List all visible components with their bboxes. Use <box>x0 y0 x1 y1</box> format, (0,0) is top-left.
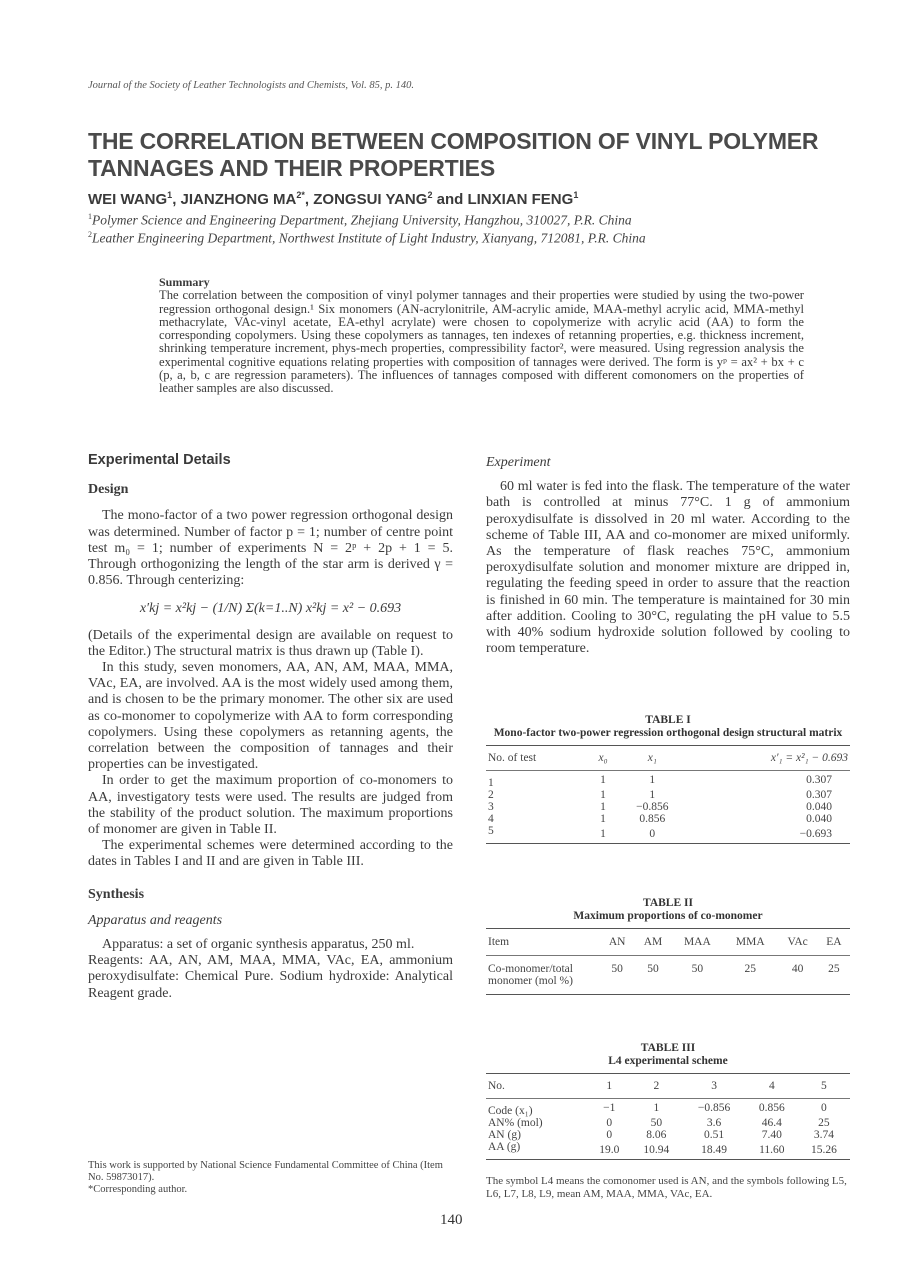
subheading-apparatus: Apparatus and reagents <box>88 912 223 928</box>
subheading-design: Design <box>88 482 129 498</box>
column-header: MMA <box>735 936 765 948</box>
affiliation-sup: 1 <box>88 212 92 221</box>
table-3 <box>486 1042 850 1160</box>
column-header: 4 <box>768 1080 775 1092</box>
row-label: AN% (mol) <box>488 1117 543 1129</box>
cell: 1 <box>649 774 656 786</box>
author-name: WEI WANG <box>88 191 168 208</box>
cell: 0.040 <box>806 801 832 813</box>
table-row <box>486 956 850 995</box>
cell: 5 <box>488 825 494 837</box>
separator: , <box>172 191 181 208</box>
paragraph: (Details of the experimental design are available on request to the Editor.) The structural matrix is thus drawn up (Table I). <box>88 627 453 659</box>
column-header: 3 <box>711 1080 717 1092</box>
row-label: AN (g) <box>488 1129 521 1141</box>
table-grid <box>486 928 850 995</box>
table-row <box>486 1141 850 1160</box>
cell: 0.51 <box>704 1129 725 1141</box>
corresponding-author-footnote: *Corresponding author. <box>88 1184 188 1195</box>
separator: , <box>304 191 314 208</box>
author-name: LINXIAN FENG <box>467 191 574 208</box>
cell: 50 <box>691 963 704 975</box>
cell: 50 <box>611 963 623 975</box>
cell: 0.856 <box>639 813 666 825</box>
column-header: EA <box>826 936 842 948</box>
table-caption: Mono-factor two-power regression orthogonal design structural matrix <box>493 727 843 739</box>
cell: 25 <box>818 1117 830 1129</box>
table-grid <box>486 745 850 844</box>
cell: 1 <box>653 1102 660 1114</box>
paragraph: The mono-factor of a two power regression orthogonal design was determined. Number of factor p = 1; number of centre point test m₀ = 1; number of experiments N = 2ᵖ + 2p + 1 = 5. Through orthogonizing the length of the star arm is derived γ = 0.856. Through centerizing: <box>88 508 453 589</box>
journal-header: Journal of the Society of Leather Technologists and Chemists, Vol. 85, p. 140. <box>88 80 414 91</box>
cell: 0 <box>821 1102 827 1114</box>
cell: 25 <box>744 963 756 975</box>
table-row <box>486 1129 850 1141</box>
cell: 1 <box>600 828 606 840</box>
cell: 19.0 <box>599 1144 620 1156</box>
author-sup: 1 <box>167 190 173 200</box>
cell: −0.856 <box>697 1102 731 1114</box>
cell: −1 <box>603 1102 616 1114</box>
table-caption: L4 experimental scheme <box>608 1055 728 1067</box>
column-header: AN <box>608 936 626 948</box>
author-list <box>88 190 578 208</box>
column-header: VAc <box>787 936 808 948</box>
table-label: TABLE I <box>645 714 691 726</box>
column-header: x₀ <box>598 752 608 764</box>
table-row <box>486 789 850 801</box>
paragraph: Reagents: AA, AN, AM, MAA, MMA, VAc, EA, ammonium peroxydisulfate: Chemical Pure. Sodium hydroxide: Analytical Reagent grade. <box>88 953 453 1001</box>
author-sup: 1 <box>573 190 579 200</box>
cell: 0.307 <box>806 774 832 786</box>
summary-heading: Summary <box>159 275 210 289</box>
right-column <box>486 455 850 657</box>
table-caption: Maximum proportions of co-monomer <box>573 910 763 922</box>
cell: 3.6 <box>706 1117 722 1129</box>
cell: 25 <box>828 963 840 975</box>
affiliation-sup: 2 <box>88 230 92 239</box>
table-grid <box>486 1073 850 1160</box>
subheading-experiment: Experiment <box>486 455 551 470</box>
paragraph: 60 ml water is fed into the flask. The temperature of the water bath is controlled at minus 77°C. 1 g of ammonium peroxydisulfate is dissolved in 20 ml water. According to the scheme of Table III, AA and co-monomer are mixed uniformly. As the temperature of flask reaches 75°C, ammonium peroxydisulfate solution and monomer mixture are dripped in, regulating the feeding speed in order to assure that the reaction is finished in 60 min. The temperature is maintained for 30 min after addition. Cooling to 30°C, regulating the pH value to 5.5 with 40% sodium hydroxide solution followed by cooling to room temperature. <box>486 479 850 657</box>
affiliation-text: Leather Engineering Department, Northwest Institute of Light Industry, Xianyang, 712081, P.R. China <box>92 230 646 246</box>
affiliation-2 <box>88 230 646 247</box>
paragraph: In order to get the maximum proportion of co-monomers to AA, investigatory tests were used. The results are judged from the stability of the product solution. The maximum proportions of monomer are given in Table II. <box>88 773 453 838</box>
column-header: 5 <box>821 1080 827 1092</box>
row-label: AA (g) <box>488 1141 521 1153</box>
paragraph: The experimental schemes were determined according to the dates in Tables I and II and are given in Table III. <box>88 838 453 870</box>
cell: 1 <box>600 813 606 825</box>
table-row <box>486 1099 850 1118</box>
cell: 0 <box>606 1117 613 1129</box>
table-label: TABLE II <box>643 897 693 909</box>
left-column <box>88 452 453 1002</box>
table-row <box>486 825 850 844</box>
table-row <box>486 1117 850 1129</box>
cell: 0.856 <box>758 1102 785 1114</box>
cell: −0.856 <box>636 801 669 813</box>
column-header: 2 <box>653 1080 660 1092</box>
column-header: x′₁ = x²₁ − 0.693 <box>770 752 848 764</box>
cell: 3.74 <box>813 1129 834 1141</box>
affiliation-1 <box>88 212 632 229</box>
column-header: MAA <box>683 936 711 948</box>
funding-footnote: This work is supported by National Science Fundamental Committee of China (Item No. 59873017). <box>88 1160 443 1183</box>
cell: 50 <box>650 1117 663 1129</box>
cell: 11.60 <box>759 1144 785 1156</box>
author-name: JIANZHONG MA <box>180 191 297 208</box>
cell: 50 <box>647 963 659 975</box>
column-header: No. <box>488 1080 505 1092</box>
cell: 18.49 <box>701 1144 727 1156</box>
table-1 <box>486 714 850 844</box>
row-label: Co-monomer/total monomer (mol %) <box>488 963 573 987</box>
cell: 8.06 <box>646 1129 667 1141</box>
cell: 0.307 <box>806 789 832 801</box>
subheading-synthesis: Synthesis <box>88 886 145 902</box>
cell: −0.693 <box>799 828 832 840</box>
cell: 0.040 <box>806 813 832 825</box>
cell: 40 <box>791 963 804 975</box>
column-header: AM <box>643 936 663 948</box>
separator: and <box>432 191 468 208</box>
cell: 1 <box>600 774 606 786</box>
article-title: THE CORRELATION BETWEEN COMPOSITION OF VINYL POLYMER TANNAGES AND THEIR PROPERTIES <box>88 128 819 181</box>
cell: 2 <box>488 789 494 801</box>
footnotes <box>88 1160 448 1196</box>
column-header: No. of test <box>488 752 537 764</box>
centering-equation: x′kj = x²kj − (1/N) Σ(k=1..N) x²kj = x² − 0.693 <box>139 601 402 617</box>
section-heading-experimental-details: Experimental Details <box>88 452 231 468</box>
page-number: 140 <box>440 1212 463 1228</box>
cell: 1 <box>600 801 606 813</box>
affiliation-text: Polymer Science and Engineering Department, Zhejiang University, Hangzhou, 310027, P.R. China <box>92 212 632 228</box>
summary-text: The correlation between the composition of vinyl polymer tannages and their properties were studied by using the two-power regression orthogonal design.¹ Six monomers (AN-acrylonitrile, AM-acrylic amide, MAA-methyl acrylic acid, MMA-methyl methacrylate, VAc-vinyl acetate, EA-ethyl acrylate) were chosen to copolymerize with acrylic acid (AA) to form the corresponding copolymers. Using these copolymers as tannages, ten indexes of retanning properties, e.g. thickness increment, shrinking temperature increment, phys-mech properties, compressibility factor², were measured. Using regression analysis the experimental cognitive equations relating properties with composition of tannages were derived. The form is yᵖ = ax² + bx + c (p, a, b, c are regression parameters). The influences of tannages composed with different comonomers on the properties of leather samples are also discussed. <box>159 288 804 396</box>
table-label: TABLE III <box>640 1042 696 1054</box>
cell: 0 <box>606 1129 613 1141</box>
cell: 7.40 <box>761 1129 782 1141</box>
cell: 1 <box>488 777 494 789</box>
paragraph: In this study, seven monomers, AA, AN, AM, MAA, MMA, VAc, EA, are involved. AA is the most widely used among them, and is chosen to be the primary monomer. The other six are used as co-monomer to copolymerize with AA to form corresponding copolymers. Using these copolymers as retanning agents, the correlation between the composition of tannages and their properties can be investigated. <box>88 660 453 773</box>
cell: 4 <box>488 813 494 825</box>
column-header: 1 <box>606 1080 613 1092</box>
cell: 46.4 <box>761 1117 782 1129</box>
author-sup: 2 <box>427 190 433 200</box>
paragraph: Apparatus: a set of organic synthesis apparatus, 250 ml. <box>102 937 415 953</box>
table-row <box>486 801 850 813</box>
cell: 1 <box>649 789 656 801</box>
column-header: Item <box>488 936 510 948</box>
row-label: Code (x₁) <box>488 1105 533 1117</box>
summary-block <box>159 276 804 396</box>
cell: 15.26 <box>810 1144 837 1156</box>
cell: 0 <box>649 828 656 840</box>
table-2 <box>486 897 850 995</box>
author-name: ZONGSUI YANG <box>313 191 428 208</box>
cell: 1 <box>600 789 606 801</box>
author-sup: 2* <box>296 190 305 200</box>
table-row <box>486 771 850 790</box>
cell: 3 <box>488 801 494 813</box>
table-row <box>486 813 850 825</box>
cell: 10.94 <box>643 1144 670 1156</box>
table-3-note: The symbol L4 means the comonomer used is AN, and the symbols following L5, L6, L7, L8, L9, mean AM, MAA, MMA, VAc, EA. <box>486 1175 847 1200</box>
column-header: x₁ <box>647 752 657 764</box>
